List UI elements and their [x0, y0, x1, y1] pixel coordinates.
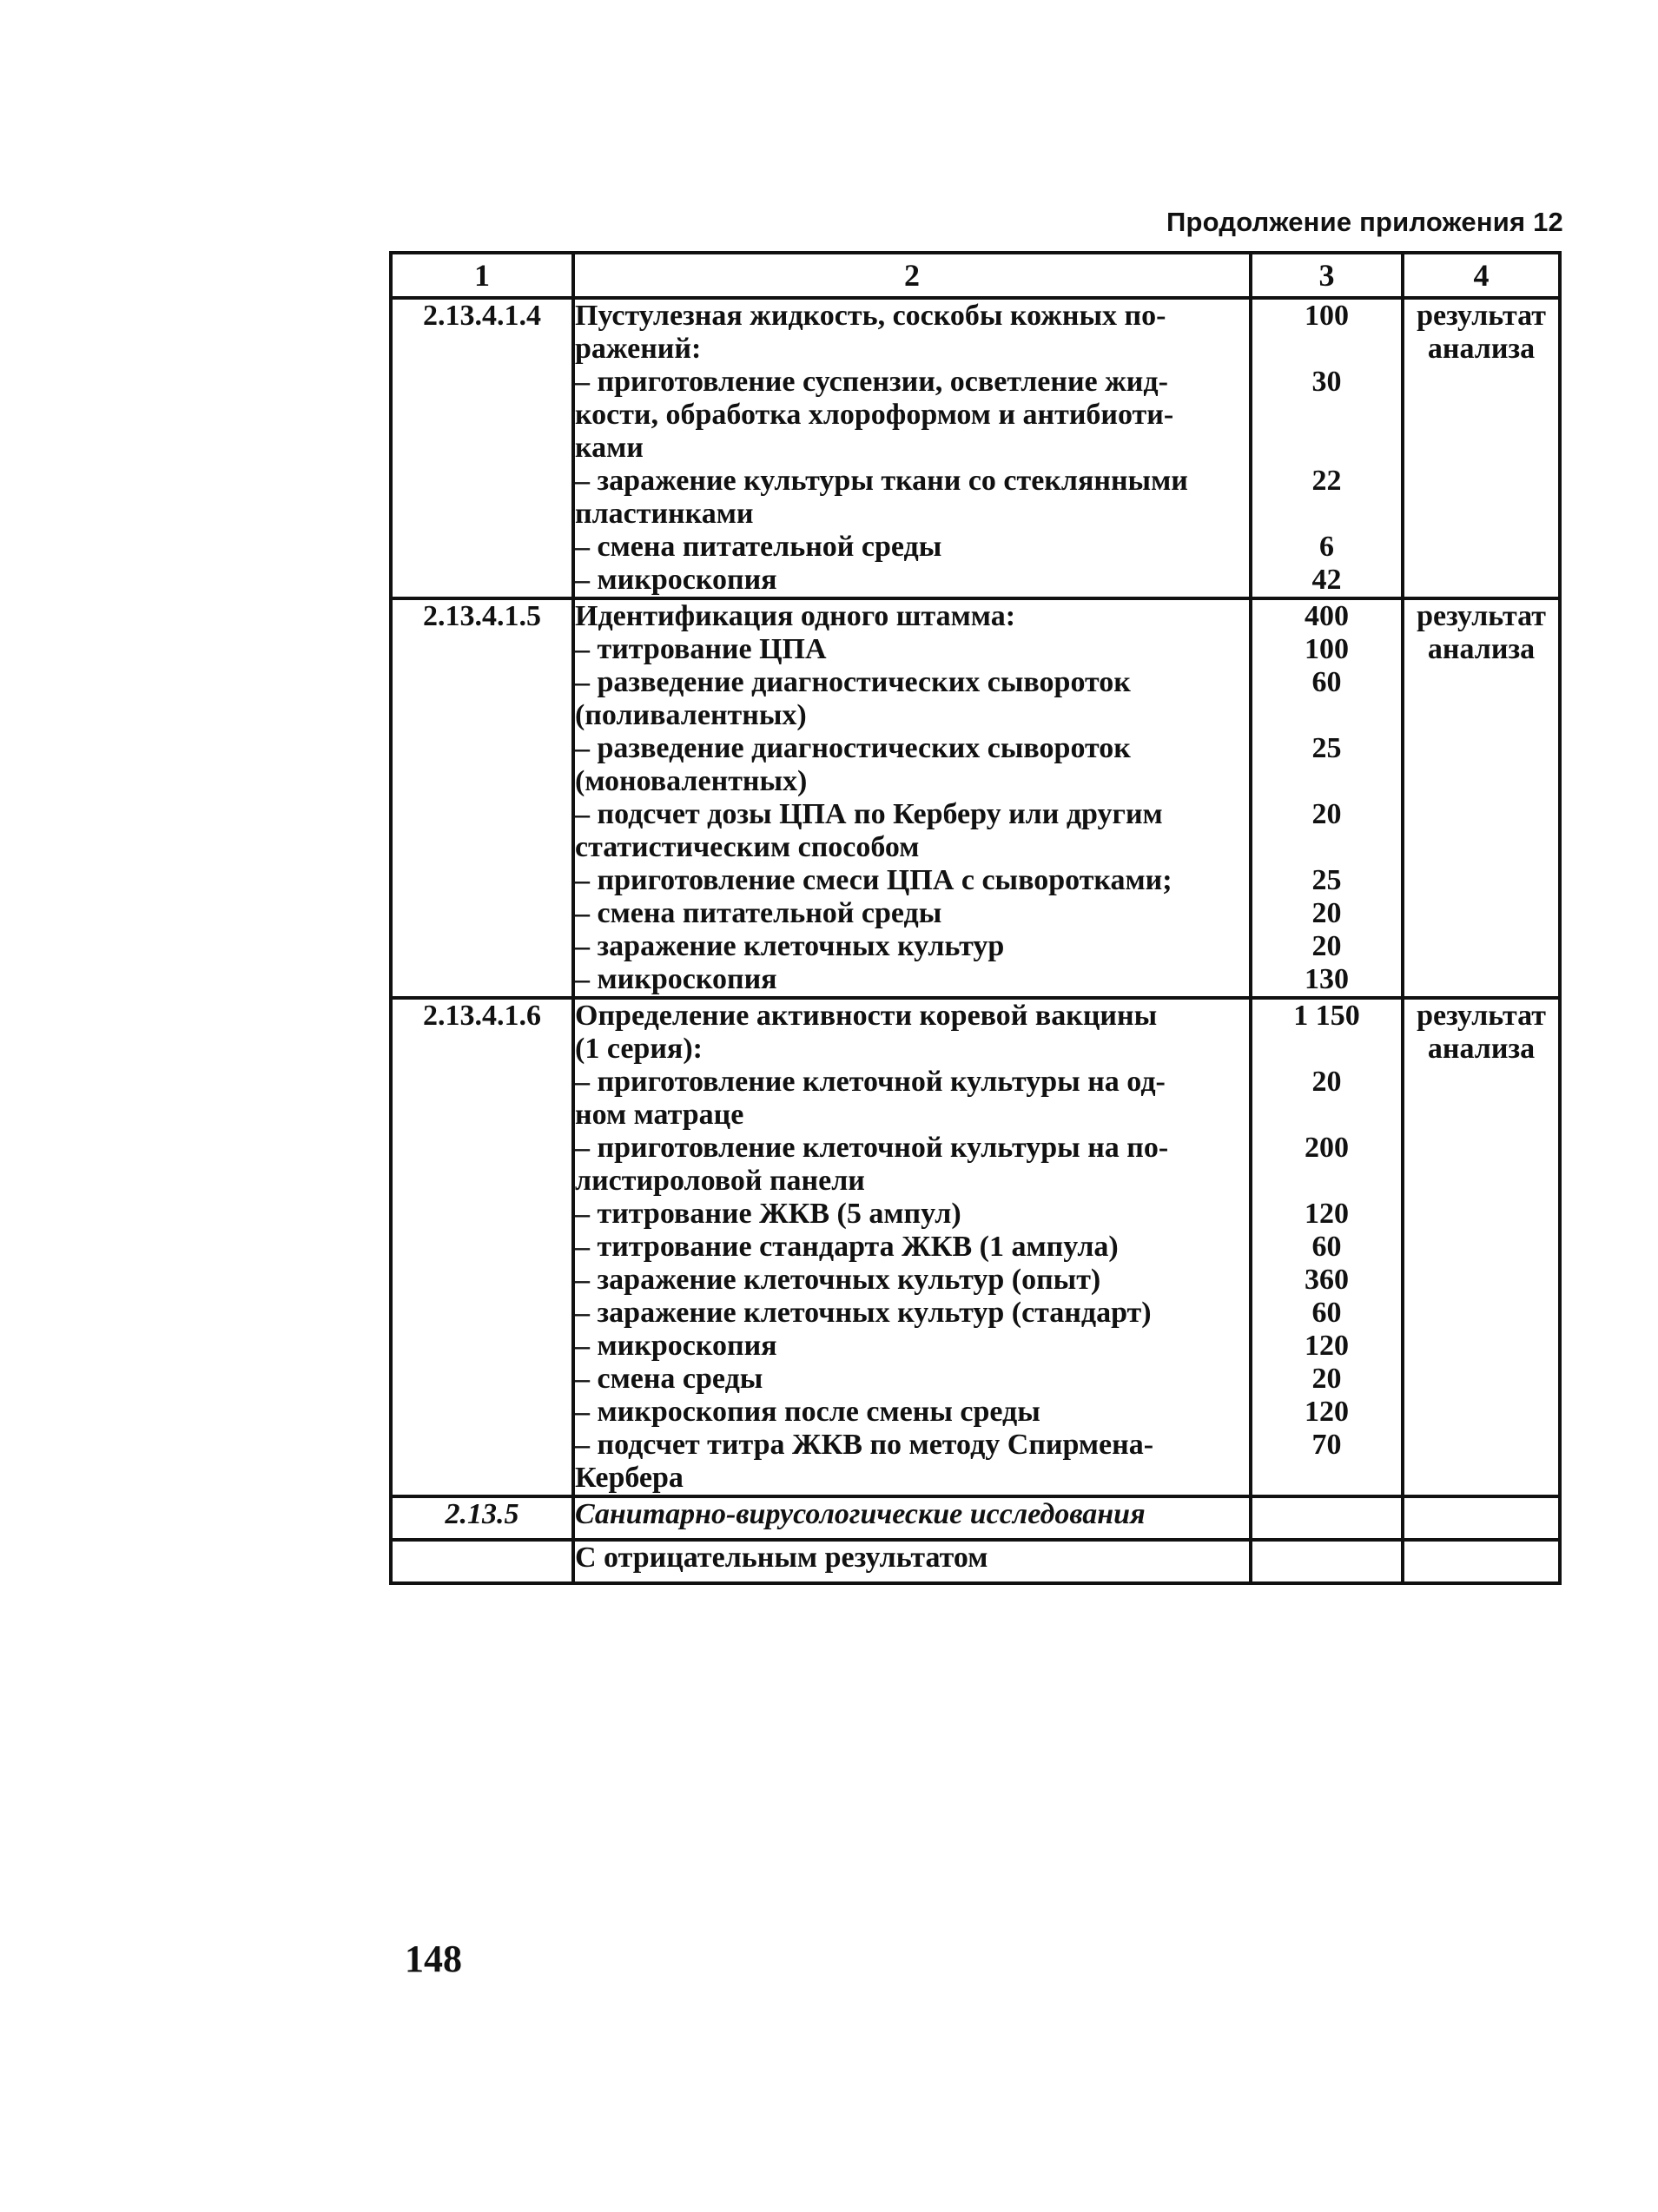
empty-cell — [1251, 1496, 1403, 1540]
desc-line: (моновалентных) — [575, 765, 808, 797]
value: 22 — [1311, 465, 1342, 497]
row-result — [1403, 598, 1560, 998]
row-values — [1251, 598, 1403, 998]
value: 20 — [1311, 930, 1342, 962]
desc-line: – приготовление клеточной культуры на од- — [575, 1066, 1166, 1098]
table-row — [391, 998, 1560, 1496]
table-row — [391, 1540, 1560, 1583]
value: 6 — [1319, 531, 1334, 563]
table-row — [391, 298, 1560, 598]
value: 30 — [1311, 366, 1342, 398]
value: 20 — [1311, 1363, 1342, 1395]
column-header-4: 4 — [1403, 253, 1560, 298]
desc-line: – титрование ЖКВ (5 ампул) — [575, 1198, 961, 1230]
desc-line: – разведение диагностических сывороток — [575, 732, 1131, 764]
desc-line: – подсчет дозы ЦПА по Керберу или другим — [575, 798, 1163, 830]
table-row — [391, 598, 1560, 998]
result-line: анализа — [1427, 1033, 1536, 1065]
result-line: результат — [1417, 1000, 1546, 1032]
result-line: результат — [1417, 600, 1546, 632]
value: 100 — [1305, 300, 1349, 332]
row-description — [573, 998, 1251, 1496]
desc-line: Определение активности коревой вакцины — [575, 1000, 1158, 1032]
row-description: С отрицательным результатом — [573, 1540, 1251, 1583]
desc-line: – подсчет титра ЖКВ по методу Спирмена- — [575, 1429, 1154, 1461]
value: 400 — [1305, 600, 1349, 632]
value: 100 — [1305, 633, 1349, 665]
desc-line: – разведение диагностических сывороток — [575, 666, 1131, 698]
continuation-heading: Продолжение приложения 12 — [1166, 207, 1563, 237]
desc-line: (поливалентных) — [575, 699, 807, 731]
desc-line: – приготовление клеточной культуры на по- — [575, 1132, 1169, 1164]
empty-cell — [1403, 1496, 1560, 1540]
desc-line: – заражение культуры ткани со стеклянными — [575, 465, 1188, 497]
tariff-table — [389, 251, 1562, 1585]
value: 25 — [1311, 732, 1342, 764]
value: 1 150 — [1293, 1000, 1360, 1032]
desc-line: статистическим способом — [575, 831, 920, 863]
desc-line: – заражение клеточных культур (стандарт) — [575, 1297, 1152, 1329]
row-code: 2.13.4.1.5 — [391, 598, 573, 998]
result-line: анализа — [1427, 633, 1536, 665]
desc-line: – микроскопия после смены среды — [575, 1396, 1040, 1428]
row-description — [573, 598, 1251, 998]
desc-line: – заражение клеточных культур — [575, 930, 1005, 962]
value: 360 — [1305, 1264, 1349, 1296]
value: 130 — [1305, 963, 1349, 995]
empty-cell — [1403, 1540, 1560, 1583]
value: 20 — [1311, 798, 1342, 830]
desc-line: ками — [575, 432, 644, 464]
desc-line: (1 серия): — [575, 1033, 703, 1065]
desc-line: ражений: — [575, 333, 702, 365]
desc-line: – микроскопия — [575, 564, 777, 596]
desc-line: пластинками — [575, 498, 754, 530]
row-values — [1251, 998, 1403, 1496]
row-description — [573, 298, 1251, 598]
desc-line: Идентификация одного штамма: — [575, 600, 1016, 632]
result-line: анализа — [1427, 333, 1536, 365]
value: 60 — [1311, 1297, 1342, 1329]
desc-line: ном матраце — [575, 1099, 744, 1131]
desc-line: – смена питательной среды — [575, 531, 942, 563]
desc-line: – микроскопия — [575, 963, 777, 995]
value: 120 — [1305, 1198, 1349, 1230]
desc-line: – приготовление смеси ЦПА с сыворотками; — [575, 864, 1172, 896]
desc-line: – заражение клеточных культур (опыт) — [575, 1264, 1101, 1296]
value: 60 — [1311, 666, 1342, 698]
row-result — [1403, 298, 1560, 598]
value: 200 — [1305, 1132, 1349, 1164]
desc-line: – смена среды — [575, 1363, 763, 1395]
desc-line: листироловой панели — [575, 1165, 865, 1197]
desc-line: – смена питательной среды — [575, 897, 942, 929]
value: 20 — [1311, 897, 1342, 929]
column-header-3: 3 — [1251, 253, 1403, 298]
column-header-1: 1 — [391, 253, 573, 298]
table-header-row — [391, 253, 1560, 298]
result-line: результат — [1417, 300, 1546, 332]
row-values — [1251, 298, 1403, 598]
value: 25 — [1311, 864, 1342, 896]
desc-line: – приготовление суспензии, осветление жид- — [575, 366, 1168, 398]
row-result — [1403, 998, 1560, 1496]
value: 20 — [1311, 1066, 1342, 1098]
value: 120 — [1305, 1330, 1349, 1362]
row-code: 2.13.4.1.6 — [391, 998, 573, 1496]
section-code: 2.13.5 — [391, 1496, 573, 1540]
value: 120 — [1305, 1396, 1349, 1428]
section-row — [391, 1496, 1560, 1540]
desc-line: – микроскопия — [575, 1330, 777, 1362]
desc-line: Кербера — [575, 1462, 684, 1494]
row-code: 2.13.4.1.4 — [391, 298, 573, 598]
section-title: Санитарно-вирусологические исследования — [573, 1496, 1251, 1540]
empty-cell — [1251, 1540, 1403, 1583]
value: 70 — [1311, 1429, 1342, 1461]
value: 60 — [1311, 1231, 1342, 1263]
desc-line: кости, обработка хлороформом и антибиоти- — [575, 399, 1174, 431]
desc-line: Пустулезная жидкость, соскобы кожных по- — [575, 300, 1166, 332]
empty-cell — [391, 1540, 573, 1583]
desc-line: – титрование стандарта ЖКВ (1 ампула) — [575, 1231, 1119, 1263]
value: 42 — [1311, 564, 1342, 596]
column-header-2: 2 — [573, 253, 1251, 298]
desc-line: – титрование ЦПА — [575, 633, 827, 665]
page-number: 148 — [405, 1938, 462, 1980]
